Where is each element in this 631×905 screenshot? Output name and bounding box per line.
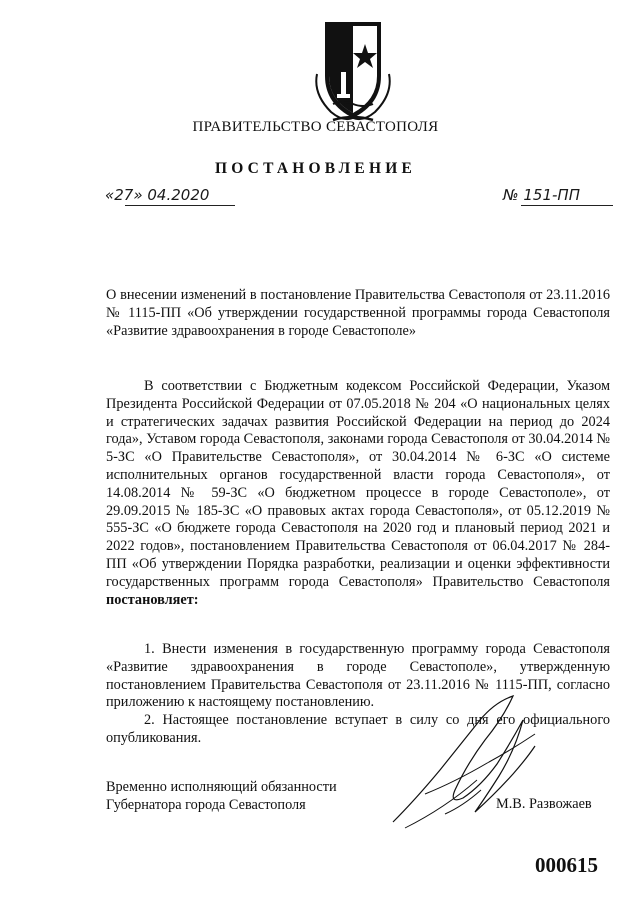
- document-number: [503, 186, 613, 206]
- signatory-position-line-1: Временно исполняющий обязанности: [106, 779, 337, 795]
- date-underline: [125, 205, 235, 206]
- document-subject: О внесении изменений в постановление Правительства Севастополя от 23.11.2016 № 1115-ПП «Об утверждении государственной программы города Севастополя «Развитие здравоохранения в городе Севастополе»: [106, 287, 610, 339]
- document-type-title: ПОСТАНОВЛЕНИЕ: [214, 160, 417, 177]
- document-date: [105, 186, 235, 206]
- signatory-position-line-2: Губернатора города Севастополя: [106, 797, 306, 813]
- preamble-paragraph: [106, 378, 610, 609]
- signatory-name: М.В. Развожаев: [496, 796, 592, 812]
- preamble-text: В соответствии с Бюджетным кодексом Российской Федерации, Указом Президента Российской Федерации от 07.05.2018 № 204 «О национальных целях и стратегических задачах развития Российской Федерации на период до 2024 года», Уставом города Севастополя, законами города Севастополя от 30.04.2014 № 5-ЗС «О Правительстве Севастополя», от 30.04.2014 № 6-ЗС «О системе исполнительных органов государственной власти города Севастополя», от 14.08.2014 № 59-ЗС «О бюджетном процессе в городе Севастополе», от 29.09.2015 № 185-ЗС «О правовых актах города Севастополя», от 05.12.2019 № 555-ЗС «О бюджете города Севастополя на 2020 год и плановый период 2021 и 2022 годов», постановлением Правительства Севастополя от 06.04.2017 № 284-ПП «Об утверждении Порядка разработки, реализации и оценки эффективности государственных программ города Севастополя» Правительство Севастополя: [106, 378, 610, 590]
- resolution-item-1: 1. Внести изменения в государственную программу города Севастополя «Развитие здравоохранения в городе Севастополе», утвержденную постановлением Правительства Севастополя от 23.11.2016 № 1115-ПП, согласно приложению к настоящему постановлению.: [106, 641, 610, 711]
- document-serial-number: 000615: [535, 853, 598, 877]
- handwritten-signature-icon: [385, 690, 545, 830]
- date-value: «27» 04.2020: [105, 186, 210, 204]
- preamble-verb: постановляет:: [106, 591, 199, 608]
- org-name: ПРАВИТЕЛЬСТВО СЕВАСТОПОЛЯ: [192, 119, 439, 135]
- number-value: № 151-ПП: [503, 186, 580, 204]
- coat-of-arms-icon: [303, 14, 403, 122]
- resolution-item-2: 2. Настоящее постановление вступает в силу со дня его официального опубликования.: [106, 712, 610, 746]
- signatory-position: [106, 778, 337, 814]
- number-underline: [521, 205, 613, 206]
